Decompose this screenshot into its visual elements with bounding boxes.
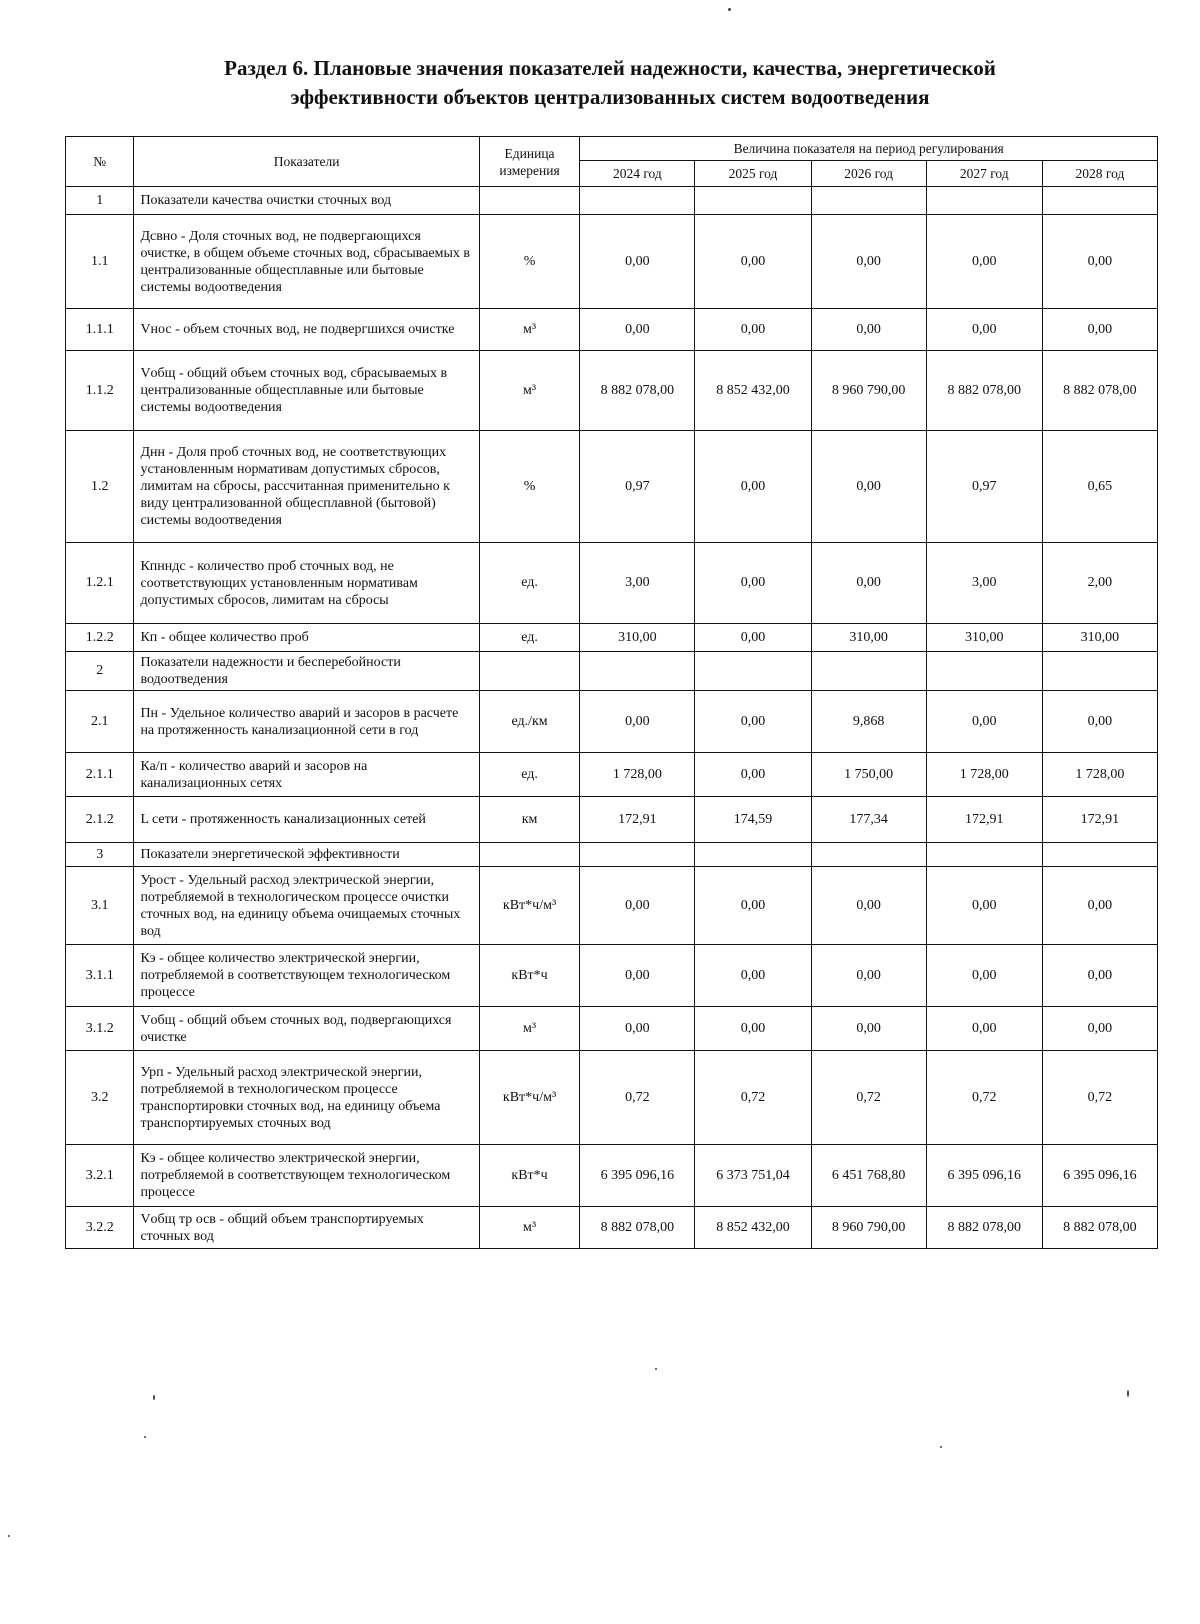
header-year: 2026 год xyxy=(811,161,926,187)
row-value-2028: 8 882 078,00 xyxy=(1042,1207,1157,1249)
row-value-2025: 0,00 xyxy=(695,543,811,624)
row-unit: ед./км xyxy=(479,691,580,753)
table-row xyxy=(66,867,1158,945)
section-title xyxy=(60,54,1160,112)
row-value-2028 xyxy=(1042,652,1157,691)
row-number: 3.1.1 xyxy=(66,945,134,1007)
row-value-2027: 0,72 xyxy=(926,1051,1042,1145)
row-value-2026: 0,00 xyxy=(811,309,926,351)
scan-speck xyxy=(153,1395,155,1400)
table-row xyxy=(66,1007,1158,1051)
table-row xyxy=(66,691,1158,753)
row-value-2025: 0,00 xyxy=(695,945,811,1007)
row-value-2024: 6 395 096,16 xyxy=(580,1145,695,1207)
row-value-2026: 8 960 790,00 xyxy=(811,1207,926,1249)
row-number: 1.2.2 xyxy=(66,624,134,652)
row-number: 1.2 xyxy=(66,431,134,543)
row-number: 3.1 xyxy=(66,867,134,945)
row-indicator-name: Урп - Удельный расход электрической энергии, потребляемой в технологическом процессе транспортировки сточных вод, на единицу объема транспортируемых сточных вод xyxy=(134,1051,479,1145)
row-unit: кВт*ч xyxy=(479,1145,580,1207)
row-number: 2.1.2 xyxy=(66,797,134,843)
table-row xyxy=(66,1051,1158,1145)
row-value-2026: 8 960 790,00 xyxy=(811,351,926,431)
scan-speck xyxy=(1127,1390,1129,1397)
row-indicator-name: Показатели энергетической эффективности xyxy=(134,843,479,867)
row-value-2025: 8 852 432,00 xyxy=(695,1207,811,1249)
row-value-2027 xyxy=(926,652,1042,691)
row-value-2027: 3,00 xyxy=(926,543,1042,624)
table-row xyxy=(66,1207,1158,1249)
row-indicator-name: Vнос - объем сточных вод, не подвергшихся очистке xyxy=(134,309,479,351)
section-title-line-2: эффективности объектов централизованных систем водоотведения xyxy=(290,85,930,109)
header-year: 2025 год xyxy=(695,161,811,187)
table-row xyxy=(66,624,1158,652)
row-value-2024 xyxy=(580,843,695,867)
row-value-2028: 0,00 xyxy=(1042,945,1157,1007)
row-value-2024: 0,00 xyxy=(580,1007,695,1051)
row-indicator-name: Пн - Удельное количество аварий и засоров в расчете на протяженность канализационной сети в год xyxy=(134,691,479,753)
row-value-2028: 172,91 xyxy=(1042,797,1157,843)
row-value-2026: 0,00 xyxy=(811,1007,926,1051)
row-value-2028: 6 395 096,16 xyxy=(1042,1145,1157,1207)
row-value-2024: 1 728,00 xyxy=(580,753,695,797)
row-value-2025: 0,00 xyxy=(695,215,811,309)
row-value-2027: 1 728,00 xyxy=(926,753,1042,797)
row-value-2024: 0,97 xyxy=(580,431,695,543)
table-row xyxy=(66,797,1158,843)
row-value-2024: 310,00 xyxy=(580,624,695,652)
row-value-2027: 6 395 096,16 xyxy=(926,1145,1042,1207)
row-value-2028: 310,00 xyxy=(1042,624,1157,652)
table-row xyxy=(66,431,1158,543)
row-unit: м³ xyxy=(479,351,580,431)
indicators-table xyxy=(65,136,1158,1249)
row-unit: ед. xyxy=(479,624,580,652)
row-value-2027: 0,00 xyxy=(926,867,1042,945)
row-value-2026: 9,868 xyxy=(811,691,926,753)
row-number: 2.1 xyxy=(66,691,134,753)
row-value-2026: 0,00 xyxy=(811,431,926,543)
row-value-2027: 310,00 xyxy=(926,624,1042,652)
row-number: 1.1.1 xyxy=(66,309,134,351)
header-year: 2024 год xyxy=(580,161,695,187)
row-value-2026 xyxy=(811,187,926,215)
row-value-2024 xyxy=(580,187,695,215)
row-value-2025 xyxy=(695,187,811,215)
row-indicator-name: Показатели качества очистки сточных вод xyxy=(134,187,479,215)
row-value-2025: 0,00 xyxy=(695,753,811,797)
row-number: 3.2.2 xyxy=(66,1207,134,1249)
row-value-2024: 8 882 078,00 xyxy=(580,1207,695,1249)
row-number: 1.1.2 xyxy=(66,351,134,431)
row-value-2025 xyxy=(695,652,811,691)
table-body xyxy=(66,187,1158,1249)
row-indicator-name: Кэ - общее количество электрической энергии, потребляемой в соответствующем технологическом процессе xyxy=(134,945,479,1007)
row-value-2027: 0,00 xyxy=(926,945,1042,1007)
header-period: Величина показателя на период регулирования xyxy=(580,137,1158,161)
row-value-2028 xyxy=(1042,187,1157,215)
row-unit: м³ xyxy=(479,1207,580,1249)
row-number: 3.2.1 xyxy=(66,1145,134,1207)
row-value-2027: 8 882 078,00 xyxy=(926,1207,1042,1249)
table-row xyxy=(66,652,1158,691)
row-indicator-name: Vобщ - общий объем сточных вод, сбрасываемых в централизованные общесплавные или бытовые системы водоотведения xyxy=(134,351,479,431)
row-value-2024: 0,72 xyxy=(580,1051,695,1145)
table-row xyxy=(66,309,1158,351)
row-unit: кВт*ч/м³ xyxy=(479,1051,580,1145)
row-value-2027: 0,00 xyxy=(926,215,1042,309)
row-unit xyxy=(479,652,580,691)
row-value-2025: 0,00 xyxy=(695,867,811,945)
scan-speck xyxy=(8,1535,10,1537)
row-indicator-name: Показатели надежности и бесперебойности водоотведения xyxy=(134,652,479,691)
row-number: 3 xyxy=(66,843,134,867)
row-number: 2 xyxy=(66,652,134,691)
row-value-2027: 172,91 xyxy=(926,797,1042,843)
header-year: 2027 год xyxy=(926,161,1042,187)
row-indicator-name: Кэ - общее количество электрической энергии, потребляемой в соответствующем технологическом процессе xyxy=(134,1145,479,1207)
scan-speck xyxy=(655,1368,657,1370)
row-indicator-name: Дсвно - Доля сточных вод, не подвергающихся очистке, в общем объеме сточных вод, сбрасываемых в централизованные общесплавные или бытовые системы водоотведения xyxy=(134,215,479,309)
row-value-2026: 310,00 xyxy=(811,624,926,652)
row-value-2024: 0,00 xyxy=(580,945,695,1007)
row-value-2026: 177,34 xyxy=(811,797,926,843)
row-value-2028: 0,00 xyxy=(1042,309,1157,351)
header-year: 2028 год xyxy=(1042,161,1157,187)
row-value-2028: 0,00 xyxy=(1042,215,1157,309)
row-unit: кВт*ч xyxy=(479,945,580,1007)
row-value-2027: 0,97 xyxy=(926,431,1042,543)
row-unit: кВт*ч/м³ xyxy=(479,867,580,945)
row-value-2027 xyxy=(926,187,1042,215)
row-value-2025: 0,00 xyxy=(695,624,811,652)
row-value-2028: 2,00 xyxy=(1042,543,1157,624)
row-unit: м³ xyxy=(479,1007,580,1051)
row-indicator-name: Ка/п - количество аварий и засоров на канализационных сетях xyxy=(134,753,479,797)
row-value-2026: 0,00 xyxy=(811,867,926,945)
table-row xyxy=(66,945,1158,1007)
row-value-2024 xyxy=(580,652,695,691)
table-row xyxy=(66,543,1158,624)
row-value-2024: 172,91 xyxy=(580,797,695,843)
row-indicator-name: Кпнндс - количество проб сточных вод, не соответствующих установленным нормативам допустимых сбросов, лимитам на сбросы xyxy=(134,543,479,624)
row-unit: % xyxy=(479,215,580,309)
row-value-2026 xyxy=(811,652,926,691)
row-value-2025: 0,00 xyxy=(695,309,811,351)
section-title-line-1: Раздел 6. Плановые значения показателей надежности, качества, энергетической xyxy=(224,56,996,80)
row-value-2025 xyxy=(695,843,811,867)
row-value-2028: 0,00 xyxy=(1042,867,1157,945)
row-number: 1 xyxy=(66,187,134,215)
row-value-2024: 0,00 xyxy=(580,867,695,945)
row-indicator-name: Урост - Удельный расход электрической энергии, потребляемой в технологическом процессе очистки сточных вод, на единицу объема очищаемых сточных вод xyxy=(134,867,479,945)
row-indicator-name: L сети - протяженность канализационных сетей xyxy=(134,797,479,843)
row-value-2027: 0,00 xyxy=(926,309,1042,351)
row-value-2026: 6 451 768,80 xyxy=(811,1145,926,1207)
row-value-2028: 0,00 xyxy=(1042,1007,1157,1051)
row-value-2026: 0,00 xyxy=(811,543,926,624)
row-value-2026: 0,72 xyxy=(811,1051,926,1145)
row-value-2028: 0,72 xyxy=(1042,1051,1157,1145)
row-number: 1.2.1 xyxy=(66,543,134,624)
row-value-2028: 0,00 xyxy=(1042,691,1157,753)
header-unit: Единица измерения xyxy=(479,137,580,187)
row-unit: км xyxy=(479,797,580,843)
row-value-2026: 1 750,00 xyxy=(811,753,926,797)
row-number: 3.2 xyxy=(66,1051,134,1145)
row-indicator-name: Кп - общее количество проб xyxy=(134,624,479,652)
table-row xyxy=(66,351,1158,431)
row-value-2025: 0,00 xyxy=(695,691,811,753)
row-indicator-name: Днн - Доля проб сточных вод, не соответствующих установленным нормативам допустимых сбросов, лимитам на сбросы, рассчитанная применительно к виду централизованной общесплавной (бытовой) системы водоотведения xyxy=(134,431,479,543)
row-value-2025: 6 373 751,04 xyxy=(695,1145,811,1207)
table-row xyxy=(66,215,1158,309)
row-value-2024: 0,00 xyxy=(580,309,695,351)
row-value-2024: 0,00 xyxy=(580,691,695,753)
table-row xyxy=(66,1145,1158,1207)
row-value-2028: 0,65 xyxy=(1042,431,1157,543)
row-indicator-name: Vобщ - общий объем сточных вод, подвергающихся очистке xyxy=(134,1007,479,1051)
table-header xyxy=(66,137,1158,187)
row-value-2025: 0,72 xyxy=(695,1051,811,1145)
row-unit: ед. xyxy=(479,753,580,797)
header-indicator: Показатели xyxy=(134,137,479,187)
row-indicator-name: Vобщ тр осв - общий объем транспортируемых сточных вод xyxy=(134,1207,479,1249)
row-unit: % xyxy=(479,431,580,543)
row-value-2024: 3,00 xyxy=(580,543,695,624)
scan-speck xyxy=(144,1436,146,1438)
table-row xyxy=(66,843,1158,867)
row-value-2027 xyxy=(926,843,1042,867)
row-number: 2.1.1 xyxy=(66,753,134,797)
row-value-2027: 8 882 078,00 xyxy=(926,351,1042,431)
row-unit xyxy=(479,187,580,215)
row-unit: м³ xyxy=(479,309,580,351)
row-number: 3.1.2 xyxy=(66,1007,134,1051)
row-value-2028: 1 728,00 xyxy=(1042,753,1157,797)
row-unit xyxy=(479,843,580,867)
row-value-2026 xyxy=(811,843,926,867)
row-unit: ед. xyxy=(479,543,580,624)
row-value-2026: 0,00 xyxy=(811,215,926,309)
row-value-2027: 0,00 xyxy=(926,1007,1042,1051)
table-row xyxy=(66,187,1158,215)
row-value-2026: 0,00 xyxy=(811,945,926,1007)
scan-speck xyxy=(728,8,731,11)
row-value-2025: 8 852 432,00 xyxy=(695,351,811,431)
row-value-2025: 0,00 xyxy=(695,431,811,543)
scan-speck xyxy=(940,1446,942,1448)
row-value-2024: 8 882 078,00 xyxy=(580,351,695,431)
row-value-2028 xyxy=(1042,843,1157,867)
row-value-2025: 174,59 xyxy=(695,797,811,843)
header-num: № xyxy=(66,137,134,187)
row-value-2028: 8 882 078,00 xyxy=(1042,351,1157,431)
table-row xyxy=(66,753,1158,797)
row-value-2025: 0,00 xyxy=(695,1007,811,1051)
row-value-2024: 0,00 xyxy=(580,215,695,309)
row-value-2027: 0,00 xyxy=(926,691,1042,753)
row-number: 1.1 xyxy=(66,215,134,309)
